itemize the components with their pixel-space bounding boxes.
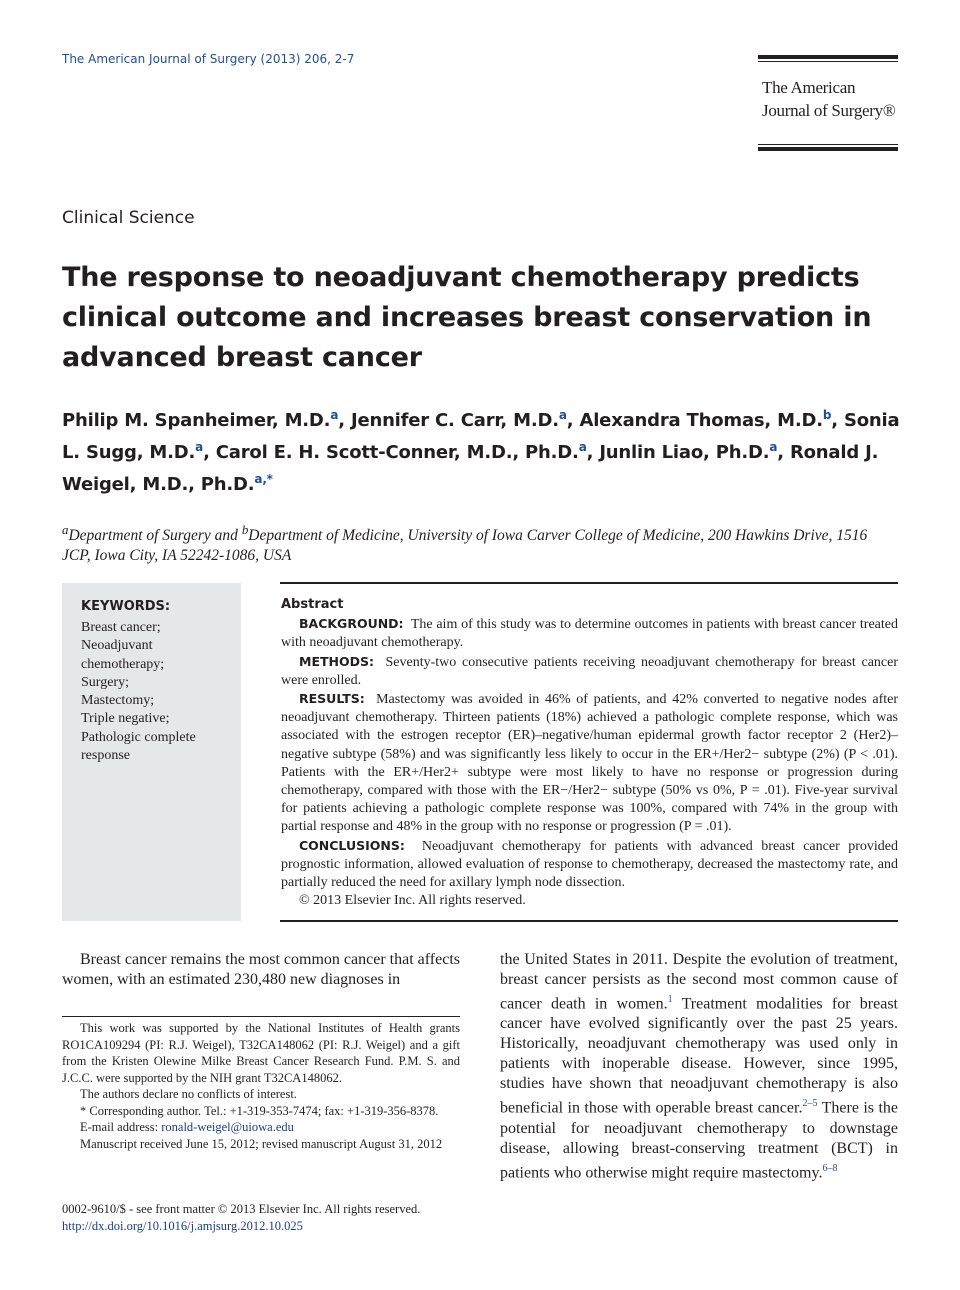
- author-name: Jennifer C. Carr, M.D.: [350, 410, 559, 431]
- abstract-rule-bottom: [280, 920, 898, 922]
- abstract-results-text: Mastectomy was avoided in 46% of patients, and 42% converted to negative nodes after neoadjuvant chemotherapy. Thirteen patients (18%) achieved a pathologic complete response, which was associated with the estrogen receptor (ER)–negative/human epidermal growth factor receptor 2 (Her2)–negative subtype (58%) and was significantly less likely to occur in the ER+/Her2− subtype (2%) (P < .01). Patients with the ER+/Her2+ subtype were most likely to have no response or progression during chemotherapy, compared with those with the ER−/Her2− subtype (50% vs 0%, P = .01). Five-year survival for patients achieving a pathologic complete response was 100%, compared with 74% in the group with partial response and 48% in the group with no response or progression (P = .01).: [281, 692, 898, 835]
- author-separator: ,: [203, 442, 216, 463]
- body-right-text-2: Treatment modalities for breast cancer have evolved significantly over the past 25 years. Historically, neoadjuvant chemotherapy was used only in patients with inoperable disease. However, since 1995, studies have shown that neoadjuvant chemotherapy is also beneficial in those with operable breast cancer.: [500, 995, 898, 1117]
- author-name: Carol E. H. Scott-Conner, M.D., Ph.D.: [215, 442, 579, 463]
- footnote-received: Manuscript received June 15, 2012; revised manuscript August 31, 2012: [80, 1136, 443, 1151]
- abstract-methods: [281, 653, 898, 690]
- author-separator: ,: [586, 442, 600, 463]
- logo-rule-top: [758, 55, 898, 59]
- journal-reference: The American Journal of Surgery (2013) 206, 2-7: [62, 52, 355, 66]
- footnotes: [62, 1020, 460, 1152]
- logo-rule-bottom-thin: [758, 144, 898, 145]
- abstract-results: [281, 690, 898, 837]
- logo-line-2: Journal of Surgery®: [762, 101, 896, 120]
- author-affiliation-mark[interactable]: b: [822, 408, 832, 422]
- journal-logo: [758, 55, 898, 151]
- author-name: Ronald J. Weigel, M.D., Ph.D.: [62, 442, 879, 495]
- abstract-conclusions-label: CONCLUSIONS:: [299, 837, 405, 853]
- citation-6-8[interactable]: 6–8: [822, 1162, 838, 1174]
- footnote-funding: This work was supported by the National Institutes of Health grants RO1CA109294 (PI: R.J. Weigel), T32CA148062 (PI: R.J. Weigel) and a gift from the Kristen Olewine Milke Breast Cancer Research Fund. P.M. S. and J.C.C. were supported by the NIH grant T32CA148062.: [62, 1021, 460, 1085]
- logo-rule-top-thin: [758, 61, 898, 62]
- affiliations: [62, 520, 882, 566]
- section-label: Clinical Science: [62, 208, 195, 228]
- email-label: E-mail address:: [80, 1120, 162, 1134]
- body-right-text-1: the United States in 2011. Despite the evolution of treatment, breast cancer persists as the second most common cause of cancer death in women.: [500, 951, 898, 1013]
- abstract-results-label: RESULTS:: [299, 691, 365, 707]
- author-separator: ,: [777, 442, 790, 463]
- logo-rule-bottom: [758, 147, 898, 151]
- footnote-corresponding: * Corresponding author. Tel.: +1-319-353-7474; fax: +1-319-356-8378.: [80, 1103, 439, 1118]
- author-affiliation-mark[interactable]: a: [195, 440, 204, 454]
- keyword-item: Breast cancer;: [81, 620, 161, 635]
- logo-line-1: The American: [762, 78, 856, 97]
- footnote-rule: [62, 1016, 460, 1017]
- author-name: Philip M. Spanheimer, M.D.: [62, 410, 331, 431]
- author-separator: ,: [831, 410, 844, 431]
- author-affiliation-mark[interactable]: a: [769, 440, 778, 454]
- author-separator: ,: [338, 410, 351, 431]
- keyword-item: Pathologic complete response: [81, 729, 196, 764]
- article-title: The response to neoadjuvant chemotherapy predicts clinical outcome and increases breast conservation in advanced breast cancer: [62, 262, 872, 373]
- keywords-box: [62, 583, 241, 921]
- keywords-list: [81, 619, 231, 765]
- issn-doi-block: [62, 1201, 420, 1234]
- abstract-heading: Abstract: [281, 597, 344, 612]
- keyword-item: Triple negative;: [81, 711, 170, 727]
- body-right-text-3: There is the potential for neoadjuvant chemotherapy to downstage disease, allowing breast-conserving treatment (BCT) in patients who otherwise might require mastectomy.: [500, 1099, 899, 1181]
- author-name: Alexandra Thomas, M.D.: [579, 410, 823, 431]
- author-list: [62, 402, 912, 498]
- body-left-paragraph: Breast cancer remains the most common cancer that affects women, with an estimated 230,480 new diagnoses in: [62, 951, 460, 988]
- abstract-conclusions: [281, 837, 898, 893]
- author-affiliation-mark[interactable]: a,*: [254, 472, 273, 486]
- affiliation-mark-a: a: [62, 522, 69, 537]
- author-separator: ,: [566, 410, 580, 431]
- abstract-methods-text: Seventy-two consecutive patients receiving neoadjuvant chemotherapy for breast cancer were enrolled.: [281, 654, 899, 688]
- keyword-item: Mastectomy;: [81, 693, 155, 709]
- author-affiliation-mark[interactable]: a: [558, 408, 567, 422]
- abstract-conclusions-text: Neoadjuvant chemotherapy for patients with advanced breast cancer provided prognostic information, allowed evaluation of response to chemotherapy, decreased the mastectomy rate, and partially reduced the need for axillary lymph node dissection.: [281, 838, 899, 891]
- email-link[interactable]: ronald-weigel@uiowa.edu: [161, 1120, 294, 1134]
- affiliation-dept-surgery: Department of Surgery and: [68, 527, 242, 545]
- keyword-item: Surgery;: [81, 674, 129, 690]
- author-name: Junlin Liao, Ph.D.: [599, 442, 770, 463]
- abstract-background-label: BACKGROUND:: [299, 616, 404, 632]
- doi-link[interactable]: http://dx.doi.org/10.1016/j.amjsurg.2012.10.025: [62, 1218, 303, 1233]
- footnote-conflicts: The authors declare no conflicts of interest.: [80, 1087, 297, 1101]
- author-name: Sonia L. Sugg, M.D.: [62, 410, 900, 463]
- abstract-background-text: The aim of this study was to determine outcomes in patients with breast cancer treated with neoadjuvant chemotherapy.: [281, 617, 898, 651]
- keyword-item: Neoadjuvant chemotherapy;: [81, 638, 165, 672]
- abstract-background: [281, 615, 898, 652]
- keywords-title: KEYWORDS:: [81, 599, 171, 614]
- abstract-rule-top: [280, 582, 898, 584]
- author-affiliation-mark[interactable]: a: [578, 440, 587, 454]
- issn-line: 0002-9610/$ - see front matter © 2013 Elsevier Inc. All rights reserved.: [62, 1202, 421, 1216]
- abstract-copyright: © 2013 Elsevier Inc. All rights reserved.: [299, 893, 526, 909]
- body-right-paragraph: [500, 950, 898, 1183]
- abstract-methods-label: METHODS:: [299, 653, 374, 669]
- affiliation-address: Department of Medicine, University of Iowa Carver College of Medicine, 200 Hawkins Drive, 1516 JCP, Iowa City, IA 52242-1086, USA: [62, 527, 868, 565]
- footnote-email: [62, 1119, 460, 1136]
- citation-1[interactable]: 1: [667, 994, 673, 1005]
- citation-2-5[interactable]: 2–5: [802, 1098, 818, 1110]
- abstract: [281, 596, 898, 910]
- author-affiliation-mark[interactable]: a: [330, 408, 339, 422]
- affiliation-mark-b: b: [241, 522, 249, 537]
